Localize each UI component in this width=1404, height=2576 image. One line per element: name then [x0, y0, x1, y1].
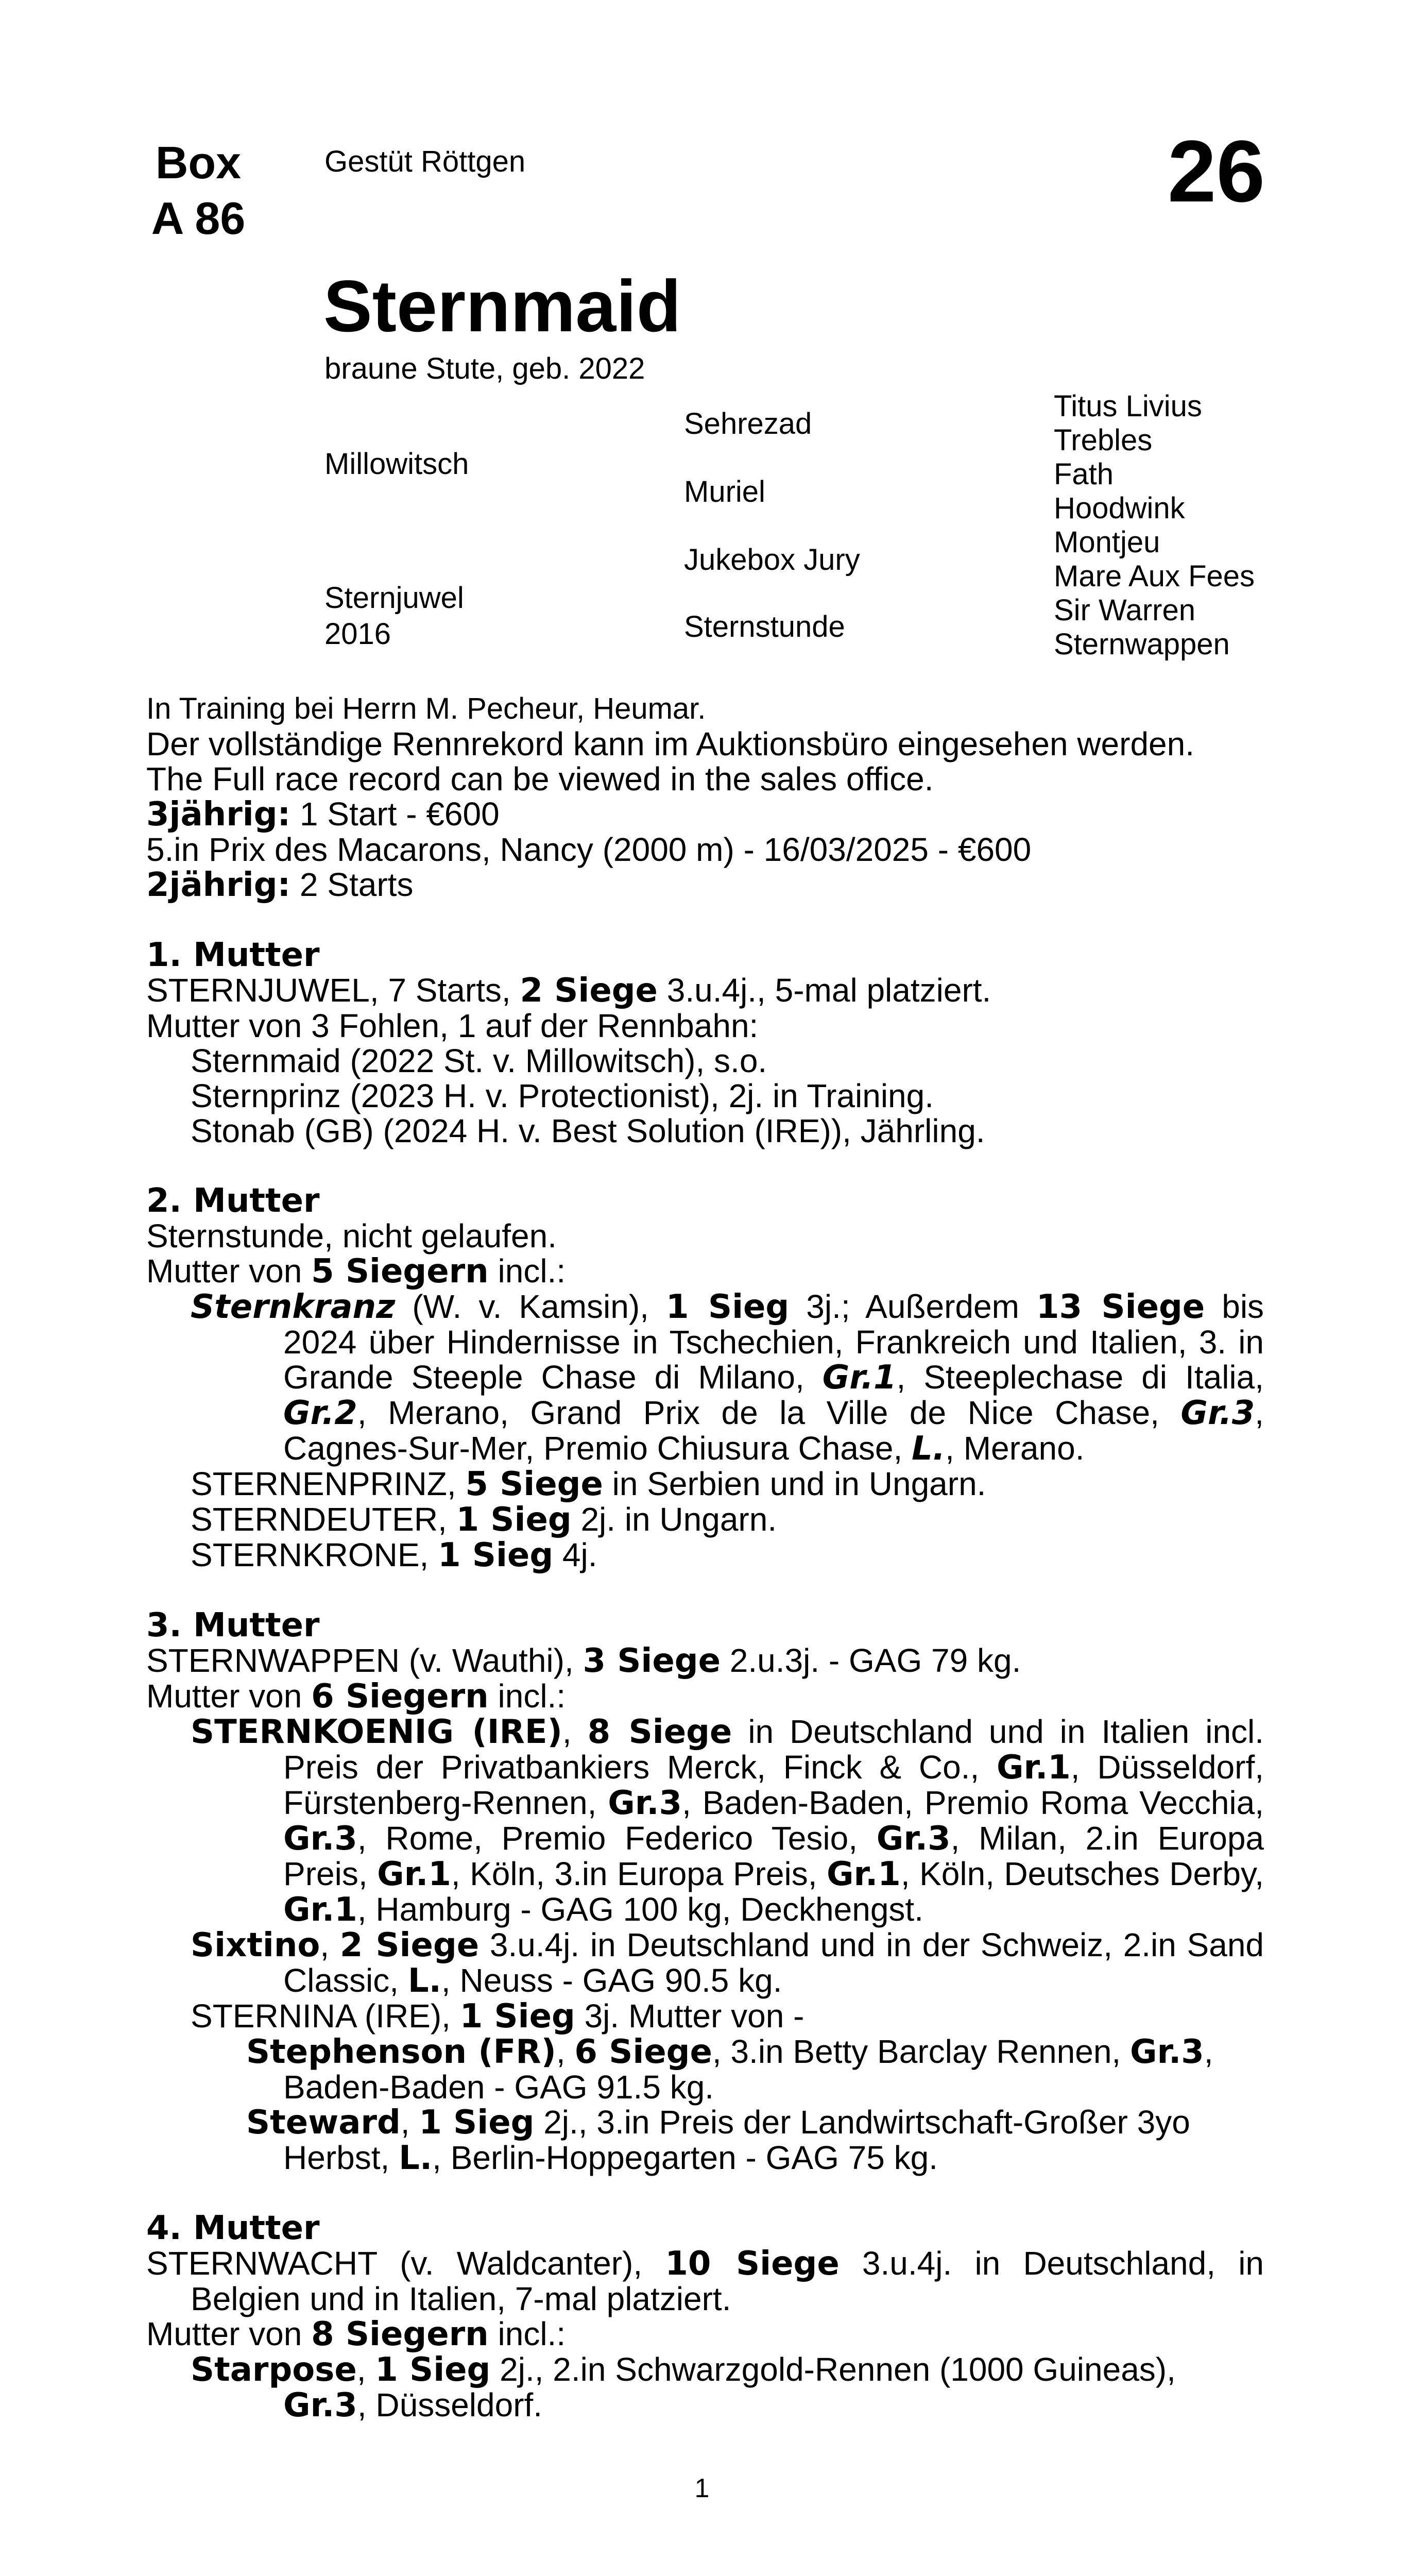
- age2-line: 2jährig: 2 Starts: [146, 866, 414, 904]
- dam2-sternenprinz: STERNENPRINZ, 5 Siege in Serbien und in Ungarn.: [191, 1465, 986, 1503]
- dam4-line: STERNWACHT (v. Waldcanter), 10 Siege 3.u.4j. in Deutschland, in Belgien und in Italien, 7-mal platziert.: [146, 2245, 1264, 2317]
- dam4-winners: Mutter von 8 Siegern incl.:: [146, 2315, 566, 2353]
- pedigree-ggp-8: Sternwappen: [1054, 628, 1230, 661]
- pedigree-ggp-3: Fath: [1054, 457, 1114, 491]
- dam3-steward: Steward, 1 Sieg 2j., 3.in Preis der Landwirtschaft-Großer 3yo Herbst, L., Berlin-Hoppegarten - GAG 75 kg.: [246, 2104, 1190, 2177]
- dam3-sixtino: Sixtino, 2 Siege 3.u.4j. in Deutschland und in der Schweiz, 2.in Sand Classic, L., Neuss - GAG 90.5 kg.: [191, 1926, 1264, 2000]
- pedigree-sire-dam: Muriel: [684, 475, 765, 509]
- pedigree-ggp-5: Montjeu: [1054, 526, 1160, 559]
- section-heading-dam2: 2. Mutter: [146, 1182, 320, 1220]
- pedigree-ggp-6: Mare Aux Fees: [1054, 560, 1255, 593]
- dam3-sternina: STERNINA (IRE), 1 Sieg 3j. Mutter von -: [191, 1997, 804, 2036]
- page-number: 1: [694, 2473, 710, 2503]
- dam2-sternkrone: STERNKRONE, 1 Sieg 4j.: [191, 1536, 597, 1574]
- pedigree-ggp-4: Hoodwink: [1054, 492, 1185, 525]
- dam4-starpose: Starpose, 1 Sieg 2j., 2.in Schwarzgold-Rennen (1000 Guineas), Gr.3, Düsseldorf.: [191, 2351, 1176, 2425]
- age3-result: 5.in Prix des Macarons, Nancy (2000 m) - 16/03/2025 - €600: [146, 831, 1032, 868]
- catalogue-body: [146, 691, 1264, 2423]
- dam3-stephenson: Stephenson (FR), 6 Siege, 3.in Betty Barclay Rennen, Gr.3, Baden-Baden - GAG 91.5 kg.: [246, 2033, 1213, 2106]
- section-heading-dam1: 1. Mutter: [146, 936, 320, 974]
- pedigree-sire: Millowitsch: [324, 447, 469, 481]
- horse-name: Sternmaid: [323, 265, 681, 347]
- box-label: Box: [155, 137, 242, 188]
- dam1-offspring-1: Sternmaid (2022 St. v. Millowitsch), s.o.: [191, 1042, 767, 1079]
- box-number: A 86: [151, 193, 246, 244]
- lot-number: 26: [1167, 123, 1265, 221]
- pedigree-dam: Sternjuwel: [324, 581, 464, 615]
- pedigree-dam-sire: Jukebox Jury: [684, 543, 860, 577]
- pedigree-ggp-2: Trebles: [1054, 423, 1153, 457]
- breeder: Gestüt Röttgen: [324, 145, 526, 178]
- race-record-note-de: Der vollständige Rennrekord kann im Auktionsbüro eingesehen werden.: [146, 725, 1194, 762]
- dam2-sterndeuter: STERNDEUTER, 1 Sieg 2j. in Ungarn.: [191, 1501, 777, 1539]
- section-heading-dam4: 4. Mutter: [146, 2209, 320, 2247]
- dam2-line: Sternstunde, nicht gelaufen.: [146, 1217, 557, 1255]
- dam3-line: STERNWAPPEN (v. Wauthi), 3 Siege 2.u.3j. - GAG 79 kg.: [146, 1642, 1021, 1680]
- horse-description: braune Stute, geb. 2022: [324, 352, 645, 385]
- pedigree-ggp-1: Titus Livius: [1054, 389, 1202, 423]
- dam3-sternkoenig: STERNKOENIG (IRE), 8 Siege in Deutschland und in Italien incl. Preis der Privatbankiers Merck, Finck & Co., Gr.1, Düsseldorf, Fürstenberg-Rennen, Gr.3, Baden-Baden, Premio Roma Vecchia, Gr.3, Rome, Premio Federico Tesio, Gr.3, Milan, 2.in Europa Preis, Gr.1, Köln, 3.in Europa Preis, Gr.1, Köln, Deutsches Derby, Gr.1, Hamburg - GAG 100 kg, Deckhengst.: [191, 1713, 1264, 1929]
- dam2-sternkranz: Sternkranz (W. v. Kamsin), 1 Sieg 3j.; Außerdem 13 Siege bis 2024 über Hindernisse in Tschechien, Frankreich und Italien, 3. in Grande Steeple Chase di Milano, Gr.1, Steeplechase di Italia, Gr.2, Merano, Grand Prix de la Ville de Nice Chase, Gr.3, Cagnes-Sur-Mer, Premio Chiusura Chase, L., Merano.: [191, 1288, 1264, 1468]
- dam2-winners: Mutter von 5 Siegern incl.:: [146, 1252, 566, 1291]
- pedigree-dam-year: 2016: [324, 617, 391, 651]
- pedigree-ggp-7: Sir Warren: [1054, 594, 1195, 627]
- dam1-offspring-2: Sternprinz (2023 H. v. Protectionist), 2j. in Training.: [191, 1077, 934, 1114]
- dam1-offspring-3: Stonab (GB) (2024 H. v. Best Solution (IRE)), Jährling.: [191, 1112, 985, 1149]
- pedigree-sire-sire: Sehrezad: [684, 407, 812, 440]
- dam1-foals: Mutter von 3 Fohlen, 1 auf der Rennbahn:: [146, 1007, 759, 1044]
- dam3-winners: Mutter von 6 Siegern incl.:: [146, 1677, 566, 1716]
- race-record-note-en: The Full race record can be viewed in the sales office.: [146, 760, 934, 798]
- pedigree-dam-dam: Sternstunde: [684, 610, 845, 643]
- training-note: In Training bei Herrn M. Pecheur, Heumar.: [146, 692, 706, 725]
- box-label-block: [139, 135, 258, 246]
- section-heading-dam3: 3. Mutter: [146, 1606, 320, 1645]
- age3-line: 3jährig: 1 Start - €600: [146, 795, 500, 834]
- dam1-line: STERNJUWEL, 7 Starts, 2 Siege 3.u.4j., 5-mal platziert.: [146, 972, 991, 1010]
